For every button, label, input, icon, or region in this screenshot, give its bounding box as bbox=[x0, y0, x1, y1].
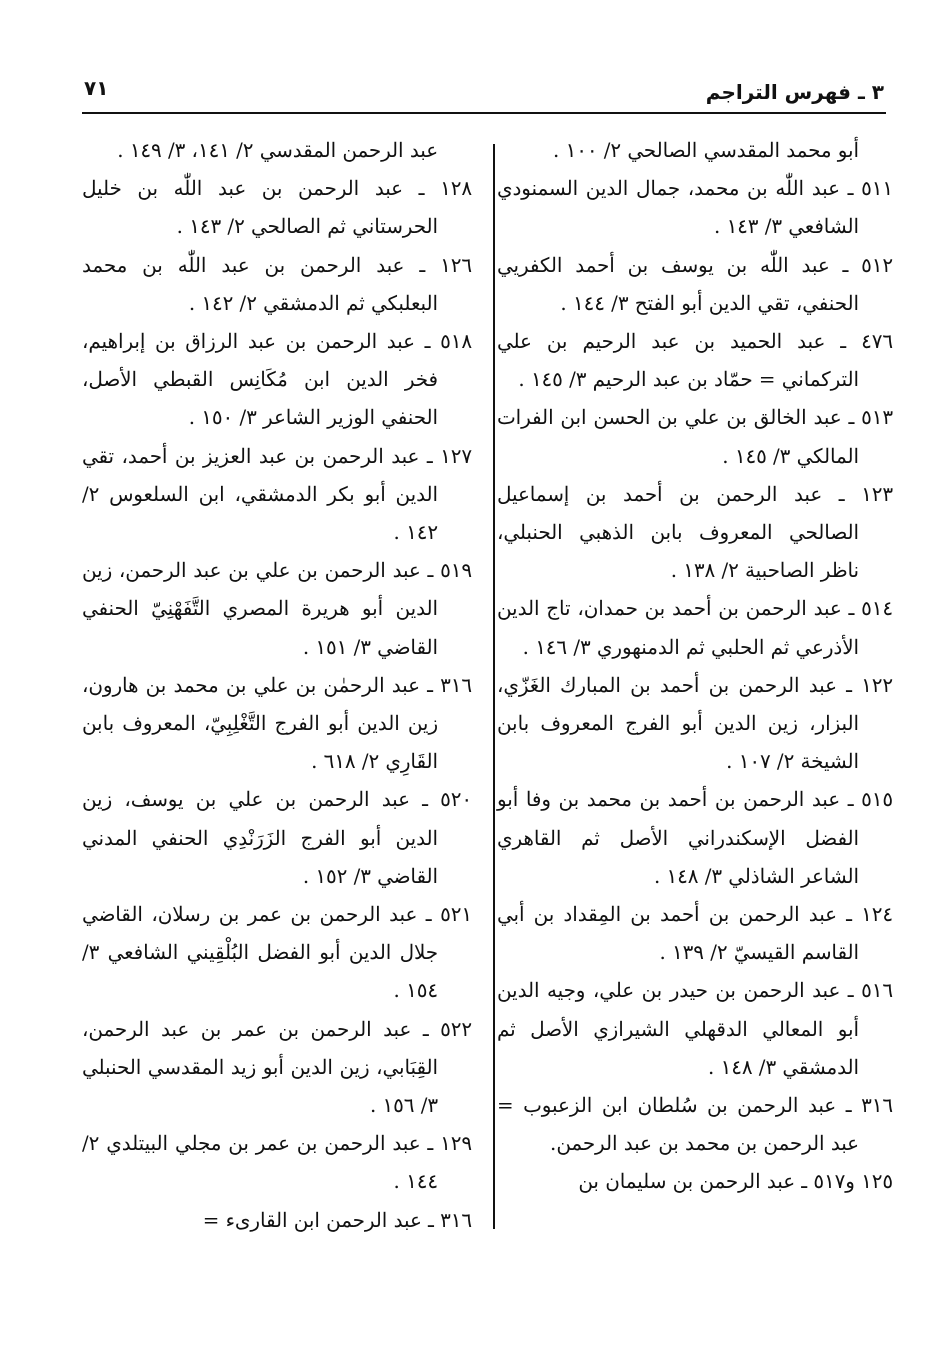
index-entry: ٥١٥ ـ عبد الرحمن بن أحمد بن محمد بن وفا أبو الفضل الإسكندراني الأصل ثم القاهري الشاعر الشاذلي ٣/ ١٤٨ . bbox=[497, 788, 893, 888]
index-entry: ٣١٦ ـ عبد الرحمن ابن القارىء = bbox=[202, 1208, 472, 1232]
index-entry: ٥١٨ ـ عبد الرحمن بن عبد الرزاق بن إبراهيم، فخر الدين ابن مُكَانِس القبطي الأصل، الحنفي الوزير الشاعر ٣/ ١٥٠ . bbox=[82, 330, 472, 430]
index-entry: ٣١٦ ـ عبد الرحمٰن بن علي بن محمد بن هارون، زين الدين أبو الفرج التَّغْلِبِيّ، المعروف بابن القَارِي ٢/ ٦١٨ . bbox=[82, 673, 472, 774]
index-entry: ١٢٨ ـ عبد الرحمن بن عبد اللّٰه بن خليل الحرستاني ثم الصالحي ٢/ ١٤٣ . bbox=[82, 177, 472, 239]
index-entry: ٥١٣ ـ عبد الخالق بن علي بن الحسن ابن الفرات المالكي ٣/ ١٤٥ . bbox=[497, 406, 893, 468]
index-entry: ١٢٩ ـ عبد الرحمن بن عمر بن مجلي البيتلدي ٢/ ١٤٤ . bbox=[82, 1132, 472, 1194]
index-entry: ٥٢١ ـ عبد الرحمن بن عمر بن رسلان، القاضي جلال الدين أبو الفضل البُلْقِيني الشافعي ٣/ ١٥٤ . bbox=[82, 903, 472, 1003]
page-header bbox=[82, 72, 886, 114]
left-column bbox=[82, 132, 472, 1240]
index-entry: ٥١٦ ـ عبد الرحمن بن حيدر بن علي، وجيه الدين أبو المعالي الدقهلي الشيرازي الأصل ثم الدمشقي ٣/ ١٤٨ . bbox=[497, 979, 893, 1079]
index-entry: ٥١٤ ـ عبد الرحمن بن أحمد بن حمدان، تاج الدين الأذرعي ثم الحلبي ثم الدمنهوري ٣/ ١٤٦ . bbox=[497, 597, 893, 659]
right-column bbox=[497, 132, 893, 1202]
index-entry: ٥١١ ـ عبد اللّٰه بن محمد، جمال الدين السمنودي الشافعي ٣/ ١٤٣ . bbox=[497, 177, 893, 239]
page-number: ٧١ bbox=[84, 76, 109, 100]
column-divider bbox=[493, 144, 495, 1229]
index-entry: ١٢٤ ـ عبد الرحمن بن أحمد بن المِقداد بن أبي القاسم القيسيّ ٢/ ١٣٩ . bbox=[497, 903, 893, 965]
index-entry: ١٢٥ و٥١٧ ـ عبد الرحمن بن سليمان بن bbox=[578, 1170, 893, 1194]
index-entry: ١٢٧ ـ عبد الرحمن بن عبد العزيز بن أحمد، تقي الدين أبو بكر الدمشقي، ابن السلعوس ٢/ ١٤٢ . bbox=[82, 444, 472, 545]
index-entry: ٥١٩ ـ عبد الرحمن بن علي بن عبد الرحمن، زين الدين أبو هريرة المصري التَّفَهْنِيّ الحنفي القاضي ٣/ ١٥١ . bbox=[82, 559, 472, 659]
section-title: ٣ ـ فهرس التراجم bbox=[705, 80, 884, 104]
index-entry: أبو محمد المقدسي الصالحي ٢/ ١٠٠ . bbox=[553, 139, 859, 162]
index-entry: ٥٢٠ ـ عبد الرحمن بن علي بن يوسف، زين الدين أبو الفرج الزَرَنْدِي الحنفي المدني القاضي ٣/ ١٥٢ . bbox=[82, 788, 472, 888]
index-entry: ٥٢٢ ـ عبد الرحمن بن عمر بن عبد الرحمن، القِبَابي، زين الدين أبو زيد المقدسي الحنبلي ٣/ ١٥٦ . bbox=[82, 1017, 472, 1118]
index-entry: ٥١٢ ـ عبد اللّٰه بن يوسف بن أحمد الكفريي الحنفي، تقي الدين أبو الفتح ٣/ ١٤٤ . bbox=[497, 253, 893, 315]
index-entry: ٣١٦ ـ عبد الرحمن بن سُلطان ابن الزعبوب = عبد الرحمن بن محمد بن عبد الرحمن. bbox=[497, 1094, 893, 1156]
index-entry: ١٢٦ ـ عبد الرحمن بن عبد اللّٰه بن محمد البعلبكي ثم الدمشقي ٢/ ١٤٢ . bbox=[82, 253, 472, 315]
index-entry: ٤٧٦ ـ عبد الحميد بن عبد الرحيم بن علي التركماني = حمّاد بن عبد الرحيم ٣/ ١٤٥ . bbox=[497, 330, 893, 392]
index-entry: عبد الرحمن المقدسي ٢/ ١٤١، ٣/ ١٤٩ . bbox=[117, 139, 438, 162]
index-entry: ١٢٣ ـ عبد الرحمن بن أحمد بن إسماعيل الصالحي المعروف بابن الذهبي الحنبلي، ناظر الصاحبية ٢/ ١٣٨ . bbox=[497, 482, 893, 583]
index-entry: ١٢٢ ـ عبد الرحمن بن أحمد بن المبارك الغَزّي، البزار، زين الدين أبو الفرج المعروف بابن الشيخة ٢/ ١٠٧ . bbox=[497, 673, 893, 774]
